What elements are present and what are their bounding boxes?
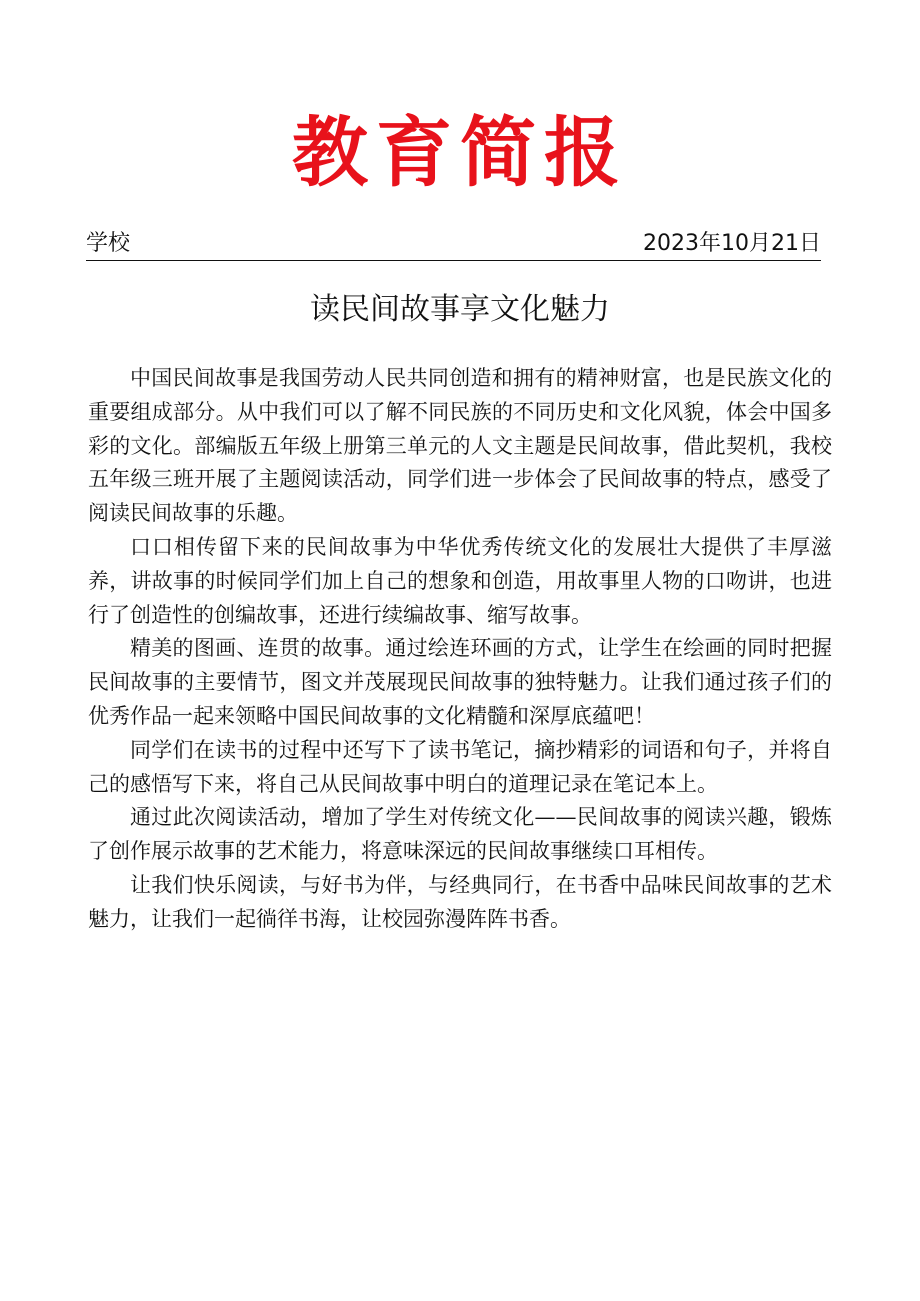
- school-label: 学校: [86, 231, 131, 256]
- article-paragraph: 同学们在读书的过程中还写下了读书笔记，摘抄精彩的词语和句子，并将自己的感悟写下来，将自己从民间故事中明白的道理记录在笔记本上。: [88, 737, 832, 796]
- article-paragraph: 让我们快乐阅读，与好书为伴，与经典同行，在书香中品味民间故事的艺术魅力，让我们一起徜徉书海，让校园弥漫阵阵书香。: [88, 872, 832, 931]
- info-line: [86, 228, 821, 261]
- issue-date: 2023年10月21日: [643, 231, 821, 256]
- article-paragraph: 精美的图画、连贯的故事。通过绘连环画的方式，让学生在绘画的同时把握民间故事的主要情节，图文并茂展现民间故事的独特魅力。让我们通过孩子们的优秀作品一起来领略中国民间故事的文化精髓和深厚底蕴吧！: [88, 636, 832, 728]
- masthead-title: 教育简报: [292, 108, 628, 197]
- article-body: [88, 362, 832, 937]
- article-paragraph: 口口相传留下来的民间故事为中华优秀传统文化的发展壮大提供了丰厚滋养，讲故事的时候同学们加上自己的想象和创造，用故事里人物的口吻讲，也进行了创造性的创编故事，还进行续编故事、缩写故事。: [88, 534, 832, 627]
- article-paragraph: 中国民间故事是我国劳动人民共同创造和拥有的精神财富，也是民族文化的重要组成部分。从中我们可以了解不同民族的不同历史和文化风貌，体会中国多彩的文化。部编版五年级上册第三单元的人文主题是民间故事，借此契机，我校五年级三班开展了主题阅读活动，同学们进一步体会了民间故事的特点，感受了阅读民间故事的乐趣。: [88, 366, 832, 526]
- article-title: 读民间故事享文化魅力: [310, 292, 610, 327]
- article-paragraph: 通过此次阅读活动，增加了学生对传统文化——民间故事的阅读兴趣，锻炼了创作展示故事的艺术能力，将意味深远的民间故事继续口耳相传。: [88, 805, 832, 864]
